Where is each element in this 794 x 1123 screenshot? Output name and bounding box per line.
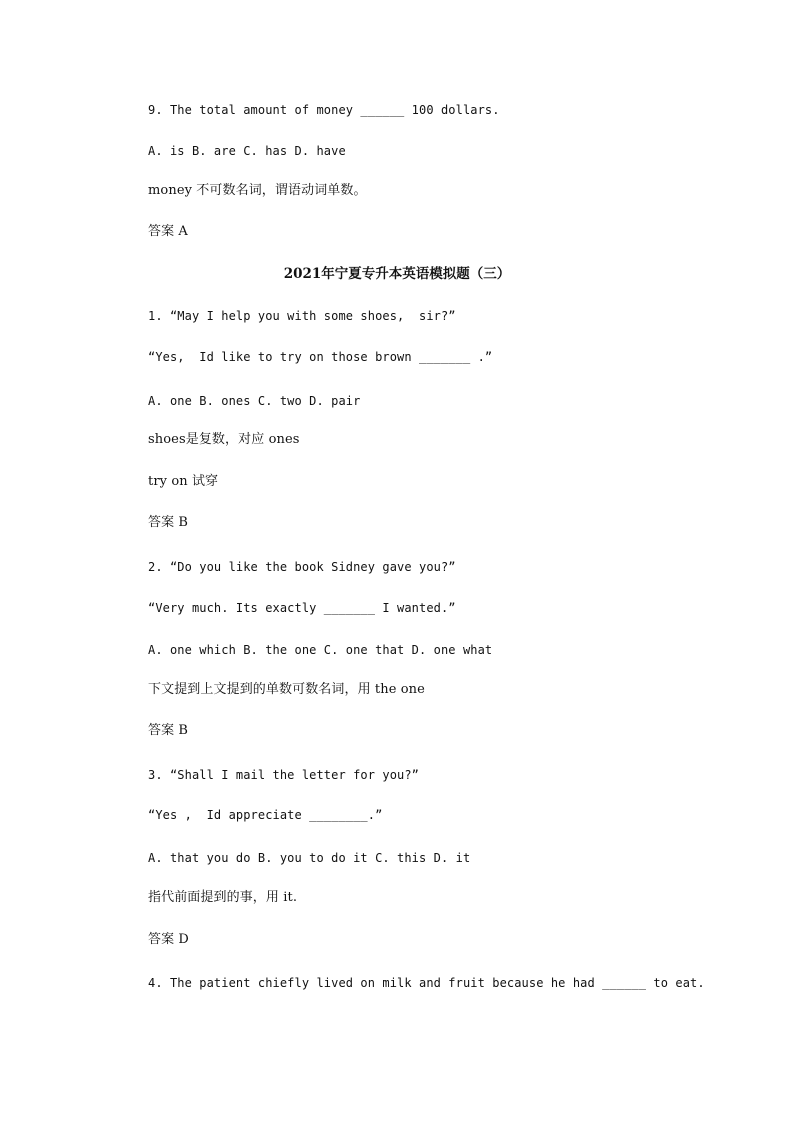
q9-stem: 9. The total amount of money ______ 100 dollars. xyxy=(148,103,500,117)
q3-options: A. that you do B. you to do it C. this D. it xyxy=(148,851,471,865)
q1-stem: 1. “May I help you with some shoes, sir?” xyxy=(148,309,456,323)
q3-reply: “Yes , Id appreciate ________.” xyxy=(148,808,383,822)
section-title: 2021年宁夏专升本英语模拟题（三） xyxy=(283,266,511,282)
q9-answer: 答案 A xyxy=(148,224,188,239)
q1-answer: 答案 B xyxy=(148,515,189,530)
q9-explanation: money 不可数名词，谓语动词单数。 xyxy=(148,183,367,198)
q1-reply: “Yes, Id like to try on those brown _______ .” xyxy=(148,350,493,364)
q3-explanation: 指代前面提到的事，用 it. xyxy=(148,890,298,905)
q1-explanation-2: try on 试穿 xyxy=(148,474,219,489)
q1-explanation-1: shoes是复数，对应 ones xyxy=(148,432,300,447)
q3-stem: 3. “Shall I mail the letter for you?” xyxy=(148,768,420,782)
q3-answer: 答案 D xyxy=(148,932,189,947)
q1-options: A. one B. ones C. two D. pair xyxy=(148,394,361,408)
q2-reply: “Very much. Its exactly _______ I wanted.” xyxy=(148,601,456,615)
q2-answer: 答案 B xyxy=(148,723,189,738)
q2-options: A. one which B. the one C. one that D. one what xyxy=(148,643,493,657)
q2-stem: 2. “Do you like the book Sidney gave you?” xyxy=(148,560,456,574)
q2-explanation: 下文提到上文提到的单数可数名词，用 the one xyxy=(148,682,425,697)
q4-stem: 4. The patient chiefly lived on milk and fruit because he had ______ to eat. xyxy=(148,976,705,990)
q9-options: A. is B. are C. has D. have xyxy=(148,144,346,158)
